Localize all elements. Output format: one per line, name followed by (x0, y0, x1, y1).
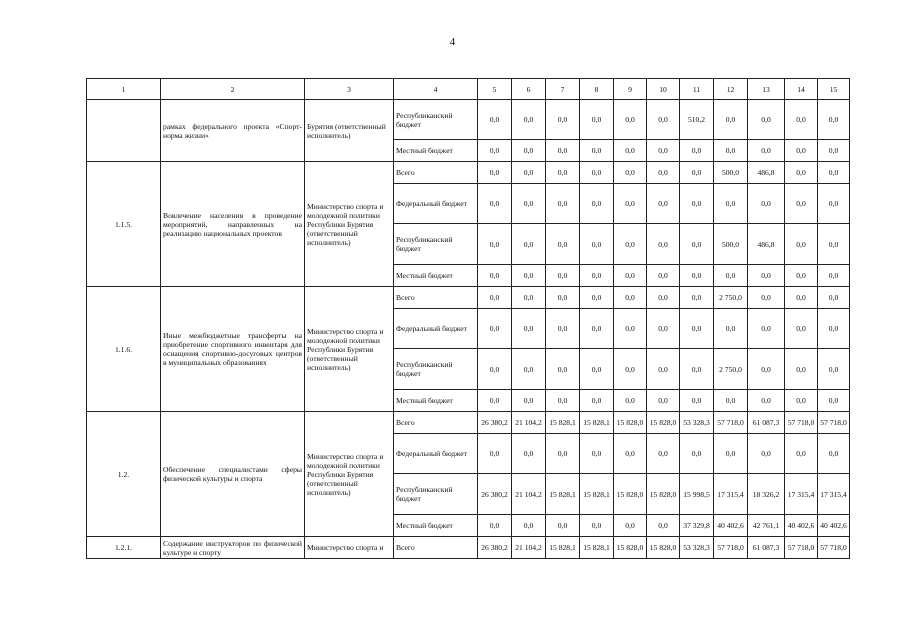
amount-cell: 0,0 (647, 162, 680, 184)
amount-cell: 0,0 (478, 287, 512, 309)
item-index (87, 100, 161, 162)
amount-cell: 486,8 (748, 224, 785, 265)
amount-cell: 0,0 (680, 349, 714, 390)
amount-cell: 0,0 (478, 390, 512, 412)
header-row (87, 79, 850, 100)
amount-cell: 21 104,2 (512, 412, 546, 434)
amount-cell: 61 087,3 (748, 537, 785, 559)
amount-cell: 15 828,1 (580, 537, 614, 559)
amount-cell: 15 828,1 (546, 474, 580, 515)
amount-cell: 57 718,0 (785, 412, 818, 434)
amount-cell: 0,0 (714, 390, 748, 412)
amount-cell: 0,0 (680, 184, 714, 224)
amount-cell: 0,0 (478, 515, 512, 537)
table-row (87, 287, 850, 309)
header-cell-8: 8 (580, 79, 614, 100)
amount-cell: 0,0 (614, 309, 647, 349)
amount-cell: 0,0 (580, 287, 614, 309)
amount-cell: 0,0 (647, 309, 680, 349)
amount-cell: 0,0 (680, 434, 714, 474)
header-cell-14: 14 (785, 79, 818, 100)
amount-cell: 53 328,3 (680, 537, 714, 559)
amount-cell: 0,0 (614, 515, 647, 537)
table-row (87, 162, 850, 184)
amount-cell: 0,0 (478, 265, 512, 287)
amount-cell: 0,0 (785, 265, 818, 287)
amount-cell: 0,0 (512, 515, 546, 537)
amount-cell: 0,0 (748, 100, 785, 140)
amount-cell: 0,0 (647, 265, 680, 287)
header-cell-12: 12 (714, 79, 748, 100)
amount-cell: 0,0 (614, 140, 647, 162)
item-executor: Министерство спорта и молодежной политики Республики Бурятия (ответственный исполнитель) (305, 287, 394, 412)
amount-cell: 0,0 (580, 434, 614, 474)
amount-cell: 0,0 (818, 287, 850, 309)
amount-cell: 0,0 (785, 140, 818, 162)
funding-source: Республиканский бюджет (394, 100, 478, 140)
amount-cell: 0,0 (546, 434, 580, 474)
amount-cell: 0,0 (614, 265, 647, 287)
amount-cell: 0,0 (478, 184, 512, 224)
amount-cell: 0,0 (614, 434, 647, 474)
amount-cell: 0,0 (748, 390, 785, 412)
amount-cell: 0,0 (580, 309, 614, 349)
amount-cell: 57 718,0 (818, 537, 850, 559)
funding-source: Всего (394, 537, 478, 559)
amount-cell: 0,0 (614, 287, 647, 309)
funding-source: Федеральный бюджет (394, 184, 478, 224)
amount-cell: 0,0 (785, 224, 818, 265)
amount-cell: 40 402,6 (785, 515, 818, 537)
amount-cell: 40 402,6 (818, 515, 850, 537)
amount-cell: 0,0 (680, 265, 714, 287)
item-name: Иные межбюджетные трансферты на приобретение спортивного инвентаря для оснащения спортивно-досуговых центров в муниципальных образованиях (161, 287, 305, 412)
funding-source: Федеральный бюджет (394, 434, 478, 474)
amount-cell: 57 718,0 (714, 537, 748, 559)
amount-cell: 0,0 (818, 184, 850, 224)
amount-cell: 0,0 (714, 140, 748, 162)
amount-cell: 18 326,2 (748, 474, 785, 515)
amount-cell: 2 750,0 (714, 349, 748, 390)
amount-cell: 0,0 (818, 309, 850, 349)
amount-cell: 0,0 (748, 265, 785, 287)
amount-cell: 0,0 (748, 434, 785, 474)
amount-cell: 0,0 (546, 162, 580, 184)
amount-cell: 15 828,1 (580, 474, 614, 515)
amount-cell: 26 380,2 (478, 412, 512, 434)
header-cell-6: 6 (512, 79, 546, 100)
amount-cell: 42 761,1 (748, 515, 785, 537)
amount-cell: 0,0 (818, 100, 850, 140)
table-row (87, 100, 850, 140)
item-executor: Министерство спорта и молодежной политики Республики Бурятия (ответственный исполнитель) (305, 162, 394, 287)
amount-cell: 0,0 (680, 390, 714, 412)
amount-cell: 0,0 (512, 349, 546, 390)
amount-cell: 0,0 (478, 434, 512, 474)
header-cell-9: 9 (614, 79, 647, 100)
funding-source: Всего (394, 162, 478, 184)
item-index: 1.2. (87, 412, 161, 537)
amount-cell: 57 718,0 (785, 537, 818, 559)
funding-source: Республиканский бюджет (394, 474, 478, 515)
funding-source: Всего (394, 412, 478, 434)
amount-cell: 0,0 (512, 162, 546, 184)
amount-cell: 0,0 (614, 100, 647, 140)
amount-cell: 0,0 (478, 140, 512, 162)
amount-cell: 0,0 (785, 309, 818, 349)
header-cell-7: 7 (546, 79, 580, 100)
amount-cell: 15 828,0 (647, 474, 680, 515)
item-executor: Министерство спорта и молодежной политики Республики Бурятия (ответственный исполнитель) (305, 412, 394, 537)
amount-cell: 0,0 (748, 140, 785, 162)
amount-cell: 0,0 (714, 434, 748, 474)
amount-cell: 21 104,2 (512, 474, 546, 515)
page-number: 4 (449, 36, 456, 48)
amount-cell: 0,0 (785, 349, 818, 390)
amount-cell: 21 104,2 (512, 537, 546, 559)
amount-cell: 0,0 (580, 184, 614, 224)
funding-source: Местный бюджет (394, 265, 478, 287)
amount-cell: 0,0 (478, 309, 512, 349)
amount-cell: 0,0 (546, 287, 580, 309)
amount-cell: 0,0 (818, 265, 850, 287)
amount-cell: 0,0 (580, 224, 614, 265)
amount-cell: 0,0 (546, 140, 580, 162)
amount-cell: 0,0 (748, 309, 785, 349)
amount-cell: 15 828,0 (614, 537, 647, 559)
amount-cell: 0,0 (512, 140, 546, 162)
amount-cell: 0,0 (714, 309, 748, 349)
amount-cell: 0,0 (614, 349, 647, 390)
amount-cell: 26 380,2 (478, 537, 512, 559)
amount-cell: 0,0 (614, 390, 647, 412)
header-cell-15: 15 (818, 79, 850, 100)
header-cell-4: 4 (394, 79, 478, 100)
amount-cell: 0,0 (580, 140, 614, 162)
item-index: 1.1.5. (87, 162, 161, 287)
amount-cell: 0,0 (680, 224, 714, 265)
amount-cell: 0,0 (546, 515, 580, 537)
amount-cell: 0,0 (714, 100, 748, 140)
item-executor: Бурятия (ответственный исполнитель) (305, 100, 394, 162)
amount-cell: 0,0 (647, 349, 680, 390)
amount-cell: 0,0 (785, 162, 818, 184)
amount-cell: 0,0 (647, 515, 680, 537)
amount-cell: 0,0 (512, 309, 546, 349)
header-cell-13: 13 (748, 79, 785, 100)
amount-cell: 0,0 (546, 390, 580, 412)
amount-cell: 0,0 (818, 162, 850, 184)
amount-cell: 486,8 (748, 162, 785, 184)
amount-cell: 0,0 (478, 224, 512, 265)
item-index: 1.1.6. (87, 287, 161, 412)
amount-cell: 61 087,3 (748, 412, 785, 434)
amount-cell: 0,0 (714, 184, 748, 224)
amount-cell: 0,0 (647, 390, 680, 412)
amount-cell: 17 315,4 (714, 474, 748, 515)
header-cell-11: 11 (680, 79, 714, 100)
amount-cell: 0,0 (512, 287, 546, 309)
amount-cell: 0,0 (818, 349, 850, 390)
amount-cell: 0,0 (785, 390, 818, 412)
header-cell-5: 5 (478, 79, 512, 100)
amount-cell: 0,0 (478, 100, 512, 140)
amount-cell: 0,0 (818, 390, 850, 412)
amount-cell: 0,0 (478, 162, 512, 184)
amount-cell: 0,0 (680, 287, 714, 309)
amount-cell: 0,0 (714, 265, 748, 287)
header-cell-1: 1 (87, 79, 161, 100)
amount-cell: 15 828,1 (546, 412, 580, 434)
item-name: Обеспечение специалистами сферы физической культуры и спорта (161, 412, 305, 537)
amount-cell: 0,0 (580, 162, 614, 184)
amount-cell: 0,0 (785, 100, 818, 140)
amount-cell: 0,0 (512, 390, 546, 412)
amount-cell: 37 329,8 (680, 515, 714, 537)
amount-cell: 0,0 (546, 309, 580, 349)
amount-cell: 15 828,0 (647, 412, 680, 434)
amount-cell: 0,0 (580, 349, 614, 390)
amount-cell: 0,0 (580, 515, 614, 537)
amount-cell: 0,0 (818, 140, 850, 162)
amount-cell: 0,0 (647, 287, 680, 309)
amount-cell: 0,0 (647, 100, 680, 140)
amount-cell: 0,0 (785, 434, 818, 474)
amount-cell: 0,0 (748, 184, 785, 224)
amount-cell: 0,0 (647, 140, 680, 162)
amount-cell: 500,0 (714, 162, 748, 184)
amount-cell: 40 402,6 (714, 515, 748, 537)
budget-table (86, 78, 850, 559)
amount-cell: 510,2 (680, 100, 714, 140)
amount-cell: 0,0 (478, 349, 512, 390)
amount-cell: 0,0 (614, 162, 647, 184)
amount-cell: 0,0 (546, 184, 580, 224)
amount-cell: 0,0 (647, 184, 680, 224)
item-index: 1.2.1. (87, 537, 161, 559)
table-body (87, 79, 850, 559)
amount-cell: 0,0 (512, 184, 546, 224)
amount-cell: 0,0 (818, 224, 850, 265)
funding-source: Местный бюджет (394, 140, 478, 162)
funding-source: Федеральный бюджет (394, 309, 478, 349)
amount-cell: 0,0 (614, 184, 647, 224)
amount-cell: 2 750,0 (714, 287, 748, 309)
amount-cell: 500,0 (714, 224, 748, 265)
item-name: Содержание инструкторов по физической культуре и спорту (161, 537, 305, 559)
table-row (87, 412, 850, 434)
amount-cell: 0,0 (647, 434, 680, 474)
amount-cell: 0,0 (546, 349, 580, 390)
item-name: Вовлечение населения в проведение мероприятий, направленных на реализацию национальных проектов (161, 162, 305, 287)
header-cell-10: 10 (647, 79, 680, 100)
amount-cell: 0,0 (785, 287, 818, 309)
funding-source: Местный бюджет (394, 390, 478, 412)
amount-cell: 57 718,0 (714, 412, 748, 434)
amount-cell: 0,0 (680, 309, 714, 349)
amount-cell: 0,0 (512, 224, 546, 265)
amount-cell: 0,0 (512, 265, 546, 287)
amount-cell: 0,0 (580, 390, 614, 412)
amount-cell: 0,0 (680, 162, 714, 184)
amount-cell: 0,0 (512, 434, 546, 474)
amount-cell: 0,0 (580, 100, 614, 140)
header-cell-3: 3 (305, 79, 394, 100)
amount-cell: 0,0 (785, 184, 818, 224)
amount-cell: 0,0 (818, 434, 850, 474)
funding-source: Всего (394, 287, 478, 309)
amount-cell: 0,0 (614, 224, 647, 265)
amount-cell: 57 718,0 (818, 412, 850, 434)
funding-source: Местный бюджет (394, 515, 478, 537)
table-row (87, 537, 850, 559)
item-name: рамках федерального проекта «Спорт-норма жизни» (161, 100, 305, 162)
header-cell-2: 2 (161, 79, 305, 100)
amount-cell: 0,0 (512, 100, 546, 140)
amount-cell: 0,0 (748, 287, 785, 309)
amount-cell: 17 315,4 (818, 474, 850, 515)
amount-cell: 0,0 (546, 224, 580, 265)
amount-cell: 15 828,0 (647, 537, 680, 559)
amount-cell: 17 315,4 (785, 474, 818, 515)
amount-cell: 15 828,0 (614, 412, 647, 434)
amount-cell: 0,0 (748, 349, 785, 390)
amount-cell: 15 828,1 (580, 412, 614, 434)
amount-cell: 15 828,1 (546, 537, 580, 559)
funding-source: Республиканский бюджет (394, 349, 478, 390)
item-executor: Министерство спорта и (305, 537, 394, 559)
amount-cell: 0,0 (546, 100, 580, 140)
amount-cell: 0,0 (580, 265, 614, 287)
funding-source: Республиканский бюджет (394, 224, 478, 265)
amount-cell: 15 998,5 (680, 474, 714, 515)
amount-cell: 0,0 (647, 224, 680, 265)
amount-cell: 0,0 (680, 140, 714, 162)
amount-cell: 0,0 (546, 265, 580, 287)
amount-cell: 26 380,2 (478, 474, 512, 515)
amount-cell: 15 828,0 (614, 474, 647, 515)
amount-cell: 53 328,3 (680, 412, 714, 434)
